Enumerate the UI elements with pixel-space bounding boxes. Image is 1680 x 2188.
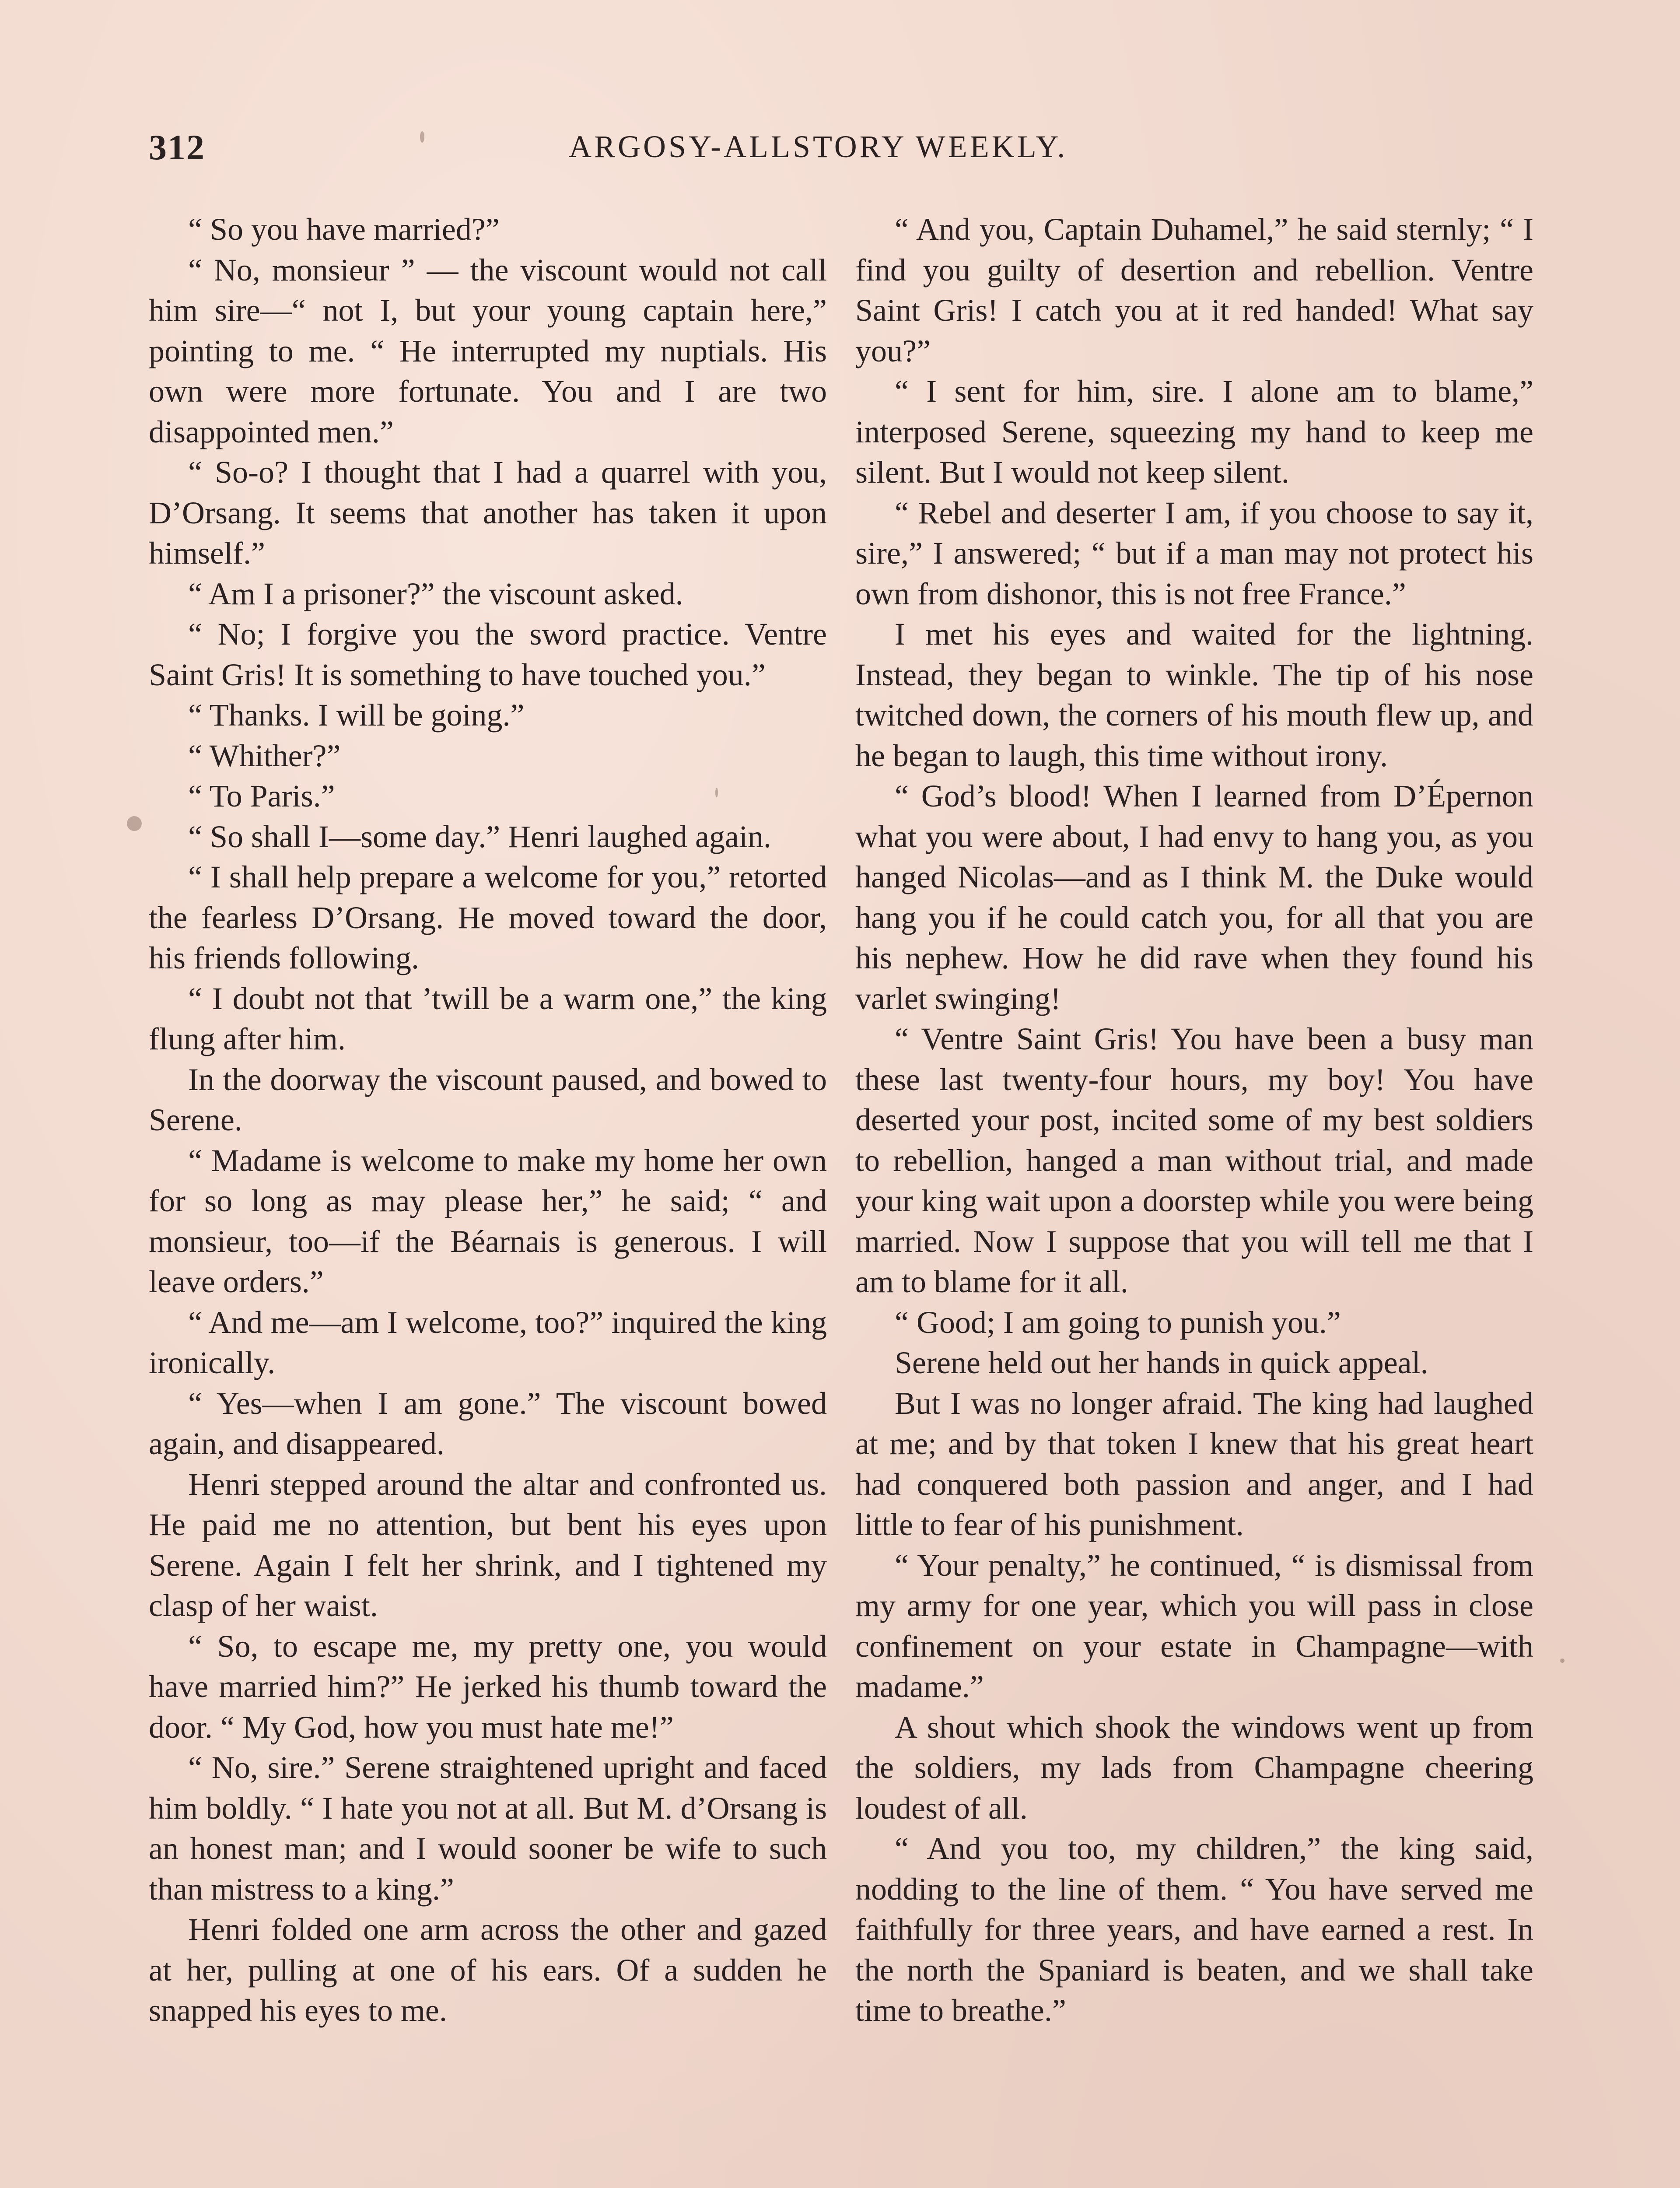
paragraph: “ Rebel and deserter I am, if you choose to say it, sire,” I answered; “ but if a man may not protect his own from dishonor, this is not free France.” [855,495,1533,611]
paragraph: “ So, to escape me, my pretty one, you would have married him?” He jerked his thumb toward the door. “ My God, how you must hate me!” [149,1628,827,1745]
paragraph: “ And you too, my children,” the king said, nodding to the line of them. “ You have served me faithfully for three years, and have earned a rest. In the north the Spaniard is beaten, and we shall take time to breathe.” [855,1831,1533,2028]
paragraph: “ No, sire.” Serene straightened upright and faced him boldly. “ I hate you not at all. But M. d’Orsang is an honest man; and I would sooner be wife to such than mistress to a king.” [149,1750,827,1907]
paragraph: “ So you have married?” [188,212,500,247]
paragraph: “ To Paris.” [188,778,335,813]
paragraph: “ No, monsieur ” — the viscount would not call him sire—“ not I, but your young captain here,” pointing to me. “ He interrupted my nuptials. His own were more fortunate. You and I are two disappointed men.” [149,252,827,449]
paragraph: “ Yes—when I am gone.” The viscount bowed again, and disappeared. [149,1385,827,1461]
paragraph: “ Ventre Saint Gris! You have been a busy man these last twenty-four hours, my boy! You have deserted your post, incited some of my best soldiers to rebellion, hanged a man without trial, and made your king wait upon a doorstep while you were being married. Now I suppose that you will tell me that I am to blame for it all. [855,1021,1533,1299]
running-head: ARGOSY-ALLSTORY WEEKLY. [569,129,1068,164]
paragraph: “ I doubt not that ’twill be a warm one,” the king flung after him. [149,981,827,1056]
paragraph: In the doorway the viscount paused, and bowed to Serene. [149,1062,827,1137]
paragraph: “ Am I a prisoner?” the viscount asked. [188,576,683,611]
left-column [149,209,827,2031]
paragraph: Henri stepped around the altar and confronted us. He paid me no attention, but bent his eyes upon Serene. Again I felt her shrink, and I tightened my clasp of her waist. [149,1466,827,1623]
paragraph: “ Madame is welcome to make my home her own for so long as may please her,” he said; “ and monsieur, too—if the Béarnais is generous. I will leave orders.” [149,1143,827,1299]
paragraph: “ I shall help prepare a welcome for you,” retorted the fearless D’Orsang. He moved toward the door, his friends following. [149,859,827,975]
paragraph: “ And me—am I welcome, too?” inquired the king ironically. [149,1304,827,1380]
paragraph: “ Thanks. I will be going.” [188,698,525,733]
page-header [149,127,1549,179]
page-number: 312 [149,127,205,167]
paragraph: But I was no longer afraid. The king had laughed at me; and by that token I knew that his great heart had conquered both passion and anger, and I had little to fear of his punishment. [855,1385,1533,1542]
paragraph: “ Whither?” [188,738,341,773]
paragraph: “ So-o? I thought that I had a quarrel with you, D’Orsang. It seems that another has taken it upon himself.” [149,455,827,571]
paragraph: “ Good; I am going to punish you.” [895,1304,1341,1340]
paragraph: “ No; I forgive you the sword practice. Ventre Saint Gris! It is something to have touched you.” [149,617,827,692]
paragraph: “ God’s blood! When I learned from D’Épernon what you were about, I had envy to hang you, as you hanged Nicolas—and as I think M. the Duke would hang you if he could catch you, for all that you are his nephew. How he did rave when they found his varlet swinging! [855,778,1533,1016]
paragraph: “ I sent for him, sire. I alone am to blame,” interposed Serene, squeezing my hand to keep me silent. But I would not keep silent. [855,374,1533,490]
paragraph: “ So shall I—some day.” Henri laughed again. [188,819,771,854]
paragraph: Henri folded one arm across the other and gazed at her, pulling at one of his ears. Of a sudden he snapped his eyes to me. [149,1912,827,2028]
paragraph: I met his eyes and waited for the lightning. Instead, they began to winkle. The tip of his nose twitched down, the corners of his mouth flew up, and he began to laugh, this time without irony. [855,617,1533,773]
paragraph: Serene held out her hands in quick appeal. [895,1345,1428,1380]
paragraph: A shout which shook the windows went up from the soldiers, my lads from Champagne cheering loudest of all. [855,1709,1533,1826]
paragraph: “ Your penalty,” he continued, “ is dismissal from my army for one year, which you will pass in close confinement on your estate in Champagne—with madame.” [855,1547,1533,1704]
right-column [855,209,1533,2031]
paragraph: “ And you, Captain Duhamel,” he said sternly; “ I find you guilty of desertion and rebellion. Ventre Saint Gris! I catch you at it red handed! What say you?” [855,212,1533,368]
